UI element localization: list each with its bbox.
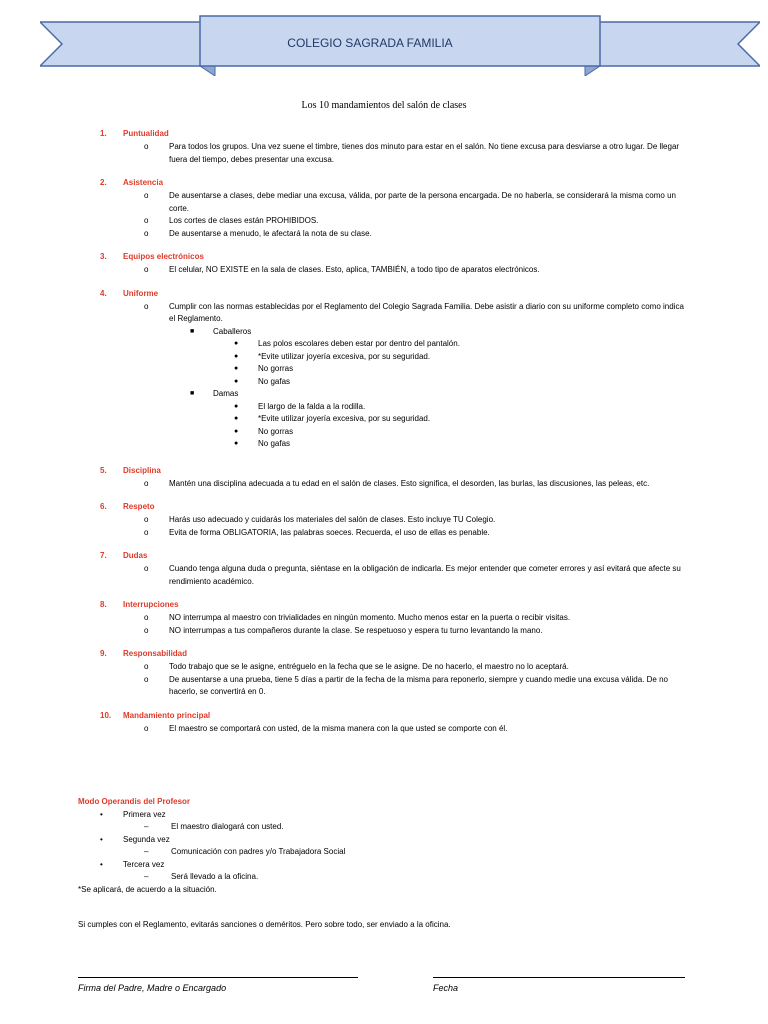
list-item: o Los cortes de clases están PROHIBIDOS. (144, 216, 319, 225)
section-title: Interrupciones (123, 600, 179, 609)
item-text: Todo trabajo que se le asigne, entréguelo en la fecha que se le asigne. De no hacerlo, el maestro no lo aceptará. (169, 662, 569, 671)
item-text: Cumplir con las normas establecidas por el Reglamento del Colegio Sagrada Familia. Debe asistir a diario con su uniforme completo como indica el Reglamento. (169, 301, 684, 323)
group-label: ■ Caballeros (190, 326, 252, 336)
section-title: Respeto (123, 502, 155, 511)
modo-note: *Se aplicará, de acuerdo a la situación. (78, 884, 217, 894)
rule-item: ● El largo de la falda a la rodilla. (234, 401, 366, 411)
section-title: Asistencia (123, 178, 164, 187)
step-label-text: Primera vez (123, 809, 166, 819)
step-action: – Será llevado a la oficina. (144, 872, 259, 881)
item-text: Mantén una disciplina adecuada a tu edad en el salón de clases. Esto significa, el desorden, las burlas, las discusiones, las peleas, etc. (169, 478, 650, 488)
parent-signature-line (78, 977, 358, 978)
section-title: Equipos electrónicos (123, 252, 204, 261)
section-number: 10. (100, 710, 112, 720)
rule-text: *Evite utilizar joyería excesiva, por su seguridad. (258, 351, 431, 361)
rule-item: ● *Evite utilizar joyería excesiva, por su seguridad. (234, 351, 431, 361)
rule-text: Las polos escolares deben estar por dentro del pantalón. (258, 339, 460, 348)
section-title: Puntualidad (123, 129, 169, 138)
modo-operandis (78, 796, 678, 896)
closing-statement: Si cumples con el Reglamento, evitarás sanciones o deméritos. Pero sobre todo, ser enviado a la oficina. (78, 920, 451, 929)
rule-item: ● Las polos escolares deben estar por dentro del pantalón. (234, 339, 460, 348)
group-label: ■ Damas (190, 389, 239, 398)
section-title: Dudas (123, 551, 148, 560)
rule-item: ● *Evite utilizar joyería excesiva, por su seguridad. (234, 414, 431, 423)
list-item: o El celular, NO EXISTE en la sala de clases. Esto, aplica, TAMBIÉN, a todo tipo de aparatos electrónicos. (144, 265, 540, 274)
item-text: Para todos los grupos. Una vez suene el timbre, tienes dos minuto para estar en el salón. No tiene excusa para desviarse a otro lugar. De llegar fuera del tiempo, debes presentar una excusa. (169, 142, 680, 164)
section-disciplina (0, 465, 768, 491)
rule-text: No gorras (258, 426, 294, 436)
section-number: 1. (100, 129, 107, 138)
section-uniforme (0, 288, 768, 451)
section-title: Responsabilidad (123, 649, 188, 658)
list-item: o Evita de forma OBLIGATORIA, las palabras soeces. Recuerda, el uso de ellas es penable. (144, 527, 490, 537)
item-text: De ausentarse a una prueba, tiene 5 días a partir de la fecha de la misma para reponerlo, siempre y cuando medie una excusa válida. De no hacerlo, se convertirá en 0. (169, 674, 668, 696)
item-text: Cuando tenga alguna duda o pregunta, siéntase en la obligación de indicarla. Es mejor entender que cometer errores y así evitará que afecte su rendimiento académico. (169, 564, 681, 586)
item-text: Los cortes de clases están PROHIBIDOS. (169, 216, 319, 225)
item-text: Harás uso adecuado y cuidarás los materiales del salón de clases. Esto incluye TU Colegio. (169, 515, 496, 524)
item-text: Evita de forma OBLIGATORIA, las palabras soeces. Recuerda, el uso de ellas es penable. (169, 527, 490, 537)
rule-item: ● No gafas (234, 376, 291, 386)
item-text: El celular, NO EXISTE en la sala de clases. Esto, aplica, TAMBIÉN, a todo tipo de aparatos electrónicos. (169, 265, 540, 274)
rule-text: No gorras (258, 364, 294, 373)
section-responsabilidad (0, 648, 768, 699)
rule-text: No gafas (258, 439, 291, 448)
section-number: 5. (100, 465, 107, 475)
section-number: 3. (100, 252, 107, 261)
commandments-list (0, 128, 768, 746)
section-number: 7. (100, 551, 107, 560)
section-asistencia (0, 177, 768, 240)
list-item: o De ausentarse a menudo, le afectará la nota de su clase. (144, 228, 372, 238)
item-text: De ausentarse a clases, debe mediar una excusa, válida, por parte de la persona encargada. De no haberla, se considerará la misma como un corte. (169, 191, 676, 213)
step-label-text: Tercera vez (123, 859, 165, 869)
list-item: o Todo trabajo que se le asigne, entréguelo en la fecha que se le asigne. De no hacerlo, el maestro no lo aceptará. (144, 662, 569, 671)
section-number: 4. (100, 288, 107, 298)
date-label: Fecha (433, 983, 459, 993)
rule-text: El largo de la falda a la rodilla. (258, 401, 366, 411)
group-label-text: Caballeros (213, 326, 252, 336)
date-line (433, 977, 685, 978)
step-label: • Segunda vez (100, 834, 170, 844)
item-text: De ausentarse a menudo, le afectará la nota de su clase. (169, 228, 372, 238)
rule-item: ● No gorras (234, 364, 294, 373)
section-title: Disciplina (123, 465, 161, 475)
list-item: o De ausentarse a clases, debe mediar una excusa, válida, por parte de la persona encargada. De no haberla, se considerará la misma como un corte. (144, 191, 676, 213)
document-title: Los 10 mandamientos del salón de clases (301, 100, 467, 111)
step-label: • Tercera vez (100, 859, 165, 869)
section-dudas (0, 550, 768, 588)
section-respeto (0, 501, 768, 539)
section-number: 2. (100, 178, 107, 187)
list-item: o Mantén una disciplina adecuada a tu edad en el salón de clases. Esto significa, el desorden, las burlas, las discusiones, las peleas, etc. (144, 478, 650, 488)
section-equipos (0, 251, 768, 277)
section-number: 6. (100, 502, 107, 511)
item-text: NO interrumpas a tus compañeros durante la clase. Se respetuoso y espera tu turno levantando la mano. (169, 625, 543, 635)
item-text: El maestro se comportará con usted, de la misma manera con la que usted se comporte con él. (169, 723, 508, 733)
rule-text: No gafas (258, 376, 291, 386)
parent-signature-label: Firma del Padre, Madre o Encargado (78, 983, 227, 993)
list-item: o Cumplir con las normas establecidas por el Reglamento del Colegio Sagrada Familia. Debe asistir a diario con su uniforme completo como indica el Reglamento. (144, 301, 684, 323)
rule-item: ● No gafas (234, 439, 291, 448)
section-title: Uniforme (123, 288, 159, 298)
list-item: o El maestro se comportará con usted, de la misma manera con la que usted se comporte con él. (144, 723, 508, 733)
section-number: 9. (100, 649, 107, 658)
step-action-text: Será llevado a la oficina. (171, 872, 259, 881)
item-text: NO interrumpa al maestro con trivialidades en ningún momento. Mucho menos estar en la puerta o recibir visitas. (169, 613, 571, 622)
section-puntualidad (0, 128, 768, 166)
rule-text: *Evite utilizar joyería excesiva, por su seguridad. (258, 414, 431, 423)
list-item: o De ausentarse a una prueba, tiene 5 días a partir de la fecha de la misma para reponerlo, siempre y cuando medie una excusa válida. De no hacerlo, se convertirá en 0. (144, 674, 668, 696)
list-item: o Cuando tenga alguna duda o pregunta, siéntase en la obligación de indicarla. Es mejor entender que cometer errores y así evitará que afecte su rendimiento académico. (144, 564, 681, 586)
group-label-text: Damas (213, 389, 239, 398)
step-action: – El maestro dialogará con usted. (144, 822, 284, 831)
modo-title: Modo Operandis del Profesor (78, 797, 191, 806)
list-item: o Para todos los grupos. Una vez suene el timbre, tienes dos minuto para estar en el salón. No tiene excusa para desviarse a otro lugar. De llegar fuera del tiempo, debes presentar una excusa. (144, 142, 680, 164)
section-title: Mandamiento principal (123, 710, 211, 720)
step-action-text: El maestro dialogará con usted. (171, 822, 284, 831)
section-mandamiento-principal (0, 710, 768, 736)
list-item: o Harás uso adecuado y cuidarás los materiales del salón de clases. Esto incluye TU Colegio. (144, 515, 496, 524)
rule-item: ● No gorras (234, 426, 294, 436)
section-number: 8. (100, 600, 107, 609)
step-action-text: Comunicación con padres y/o Trabajadora Social (171, 847, 346, 856)
section-interrupciones (0, 599, 768, 637)
school-name: COLEGIO SAGRADA FAMILIA (287, 36, 453, 50)
list-item: o NO interrumpa al maestro con trivialidades en ningún momento. Mucho menos estar en la puerta o recibir visitas. (144, 613, 571, 622)
step-action: – Comunicación con padres y/o Trabajadora Social (144, 847, 346, 856)
step-label: • Primera vez (100, 809, 166, 819)
list-item: o NO interrumpas a tus compañeros durante la clase. Se respetuoso y espera tu turno levantando la mano. (144, 625, 543, 635)
step-label-text: Segunda vez (123, 834, 170, 844)
